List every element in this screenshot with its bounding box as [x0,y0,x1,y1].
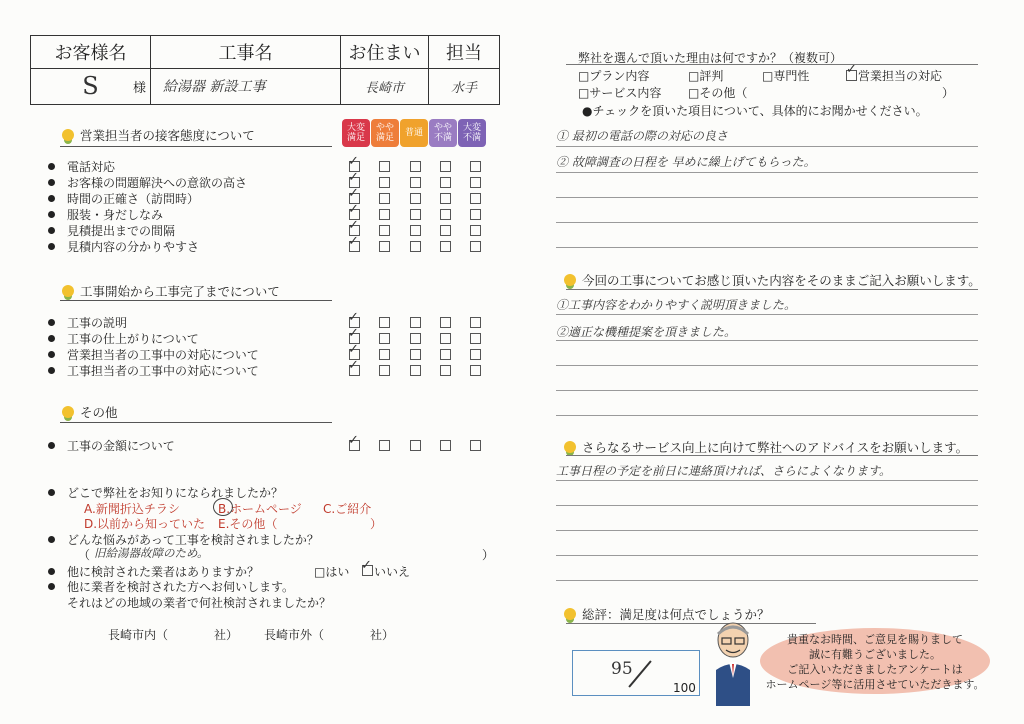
checkbox[interactable] [440,241,451,252]
checkbox[interactable] [410,161,421,172]
customer-value-cell [31,68,151,104]
checkbox[interactable] [440,161,451,172]
worry-answer: 旧給湯器故障のため。 [94,546,209,560]
check-mark-icon: ✓ [348,170,359,185]
list-item: 工事の金額について [48,437,175,454]
option-c: C.ご紹介 [323,502,372,516]
worry-close: ） [482,548,495,562]
bulb-icon [564,608,576,620]
list-item: 工事担当者の工事中の対応について [48,362,259,379]
list-item: 電話対応 [48,158,115,175]
check-mark-icon: ✓ [361,558,372,573]
compare-no: いいえ [374,565,411,579]
reason-opt-sales: 営業担当の対応 [858,69,943,83]
outside-label: 長崎市外（ [264,628,325,642]
answer-line [556,222,978,223]
check-mark-icon: ✓ [348,358,359,373]
checkbox[interactable] [410,440,421,451]
reason-answer-2: ② 故障調査の日程を 早めに繰上げてもらった。 [556,155,816,169]
score-max: 100 [673,681,696,695]
checkbox[interactable] [410,333,421,344]
checkbox[interactable] [410,193,421,204]
bulb-icon [564,274,576,286]
checkbox[interactable] [440,440,451,451]
checkbox[interactable] [410,349,421,360]
list-item: 営業担当者の工事中の対応について [48,346,259,363]
checkbox[interactable] [379,161,390,172]
check-mark-icon: ✓ [348,326,359,341]
inside-unit: 社） [214,628,239,642]
answer-line [556,172,978,173]
option-e: E.その他（ [218,517,278,531]
answer-line [556,247,978,248]
list-item: 工事の仕上がりについて [48,330,199,347]
checkbox[interactable] [379,241,390,252]
check-mark-icon: ✓ [348,234,359,249]
checkbox[interactable] [410,177,421,188]
worry-open: （ [78,548,91,562]
reason-answer-1: ① 最初の電話の際の対応の良さ [556,129,728,143]
rating-very-satisfied: 大変 満足 [342,119,370,147]
list-item: 服装・身だしなみ [48,206,163,223]
answer-line [556,365,978,366]
checkbox[interactable] [470,225,481,236]
check-mark-icon: ✓ [348,202,359,217]
thanks-text: 貴重なお時間、ご意見を賜りまして 誠に有難うございました。 ご記入いただきましたアンケートは ホームページ等に活用させていただきます。 [765,633,985,691]
rating-somewhat-dissatisfied: やや 不満 [429,119,457,147]
reason-opt-service: □サービス内容 [578,86,662,100]
option-b: B.ホームページ [218,502,302,516]
circle-mark-icon [213,498,233,516]
checkbox[interactable] [440,349,451,360]
section-other-title: その他 [62,403,118,421]
mascot-illustration-icon [708,618,758,708]
answer-line [556,314,978,315]
list-item: 時間の正確さ（訪問時） [48,190,199,207]
check-mark-icon: ✓ [348,433,359,448]
bulb-icon [62,406,74,418]
inside-label: 長崎市内（ [108,628,169,642]
answer-line [556,197,978,198]
checkbox[interactable] [440,365,451,376]
checkbox[interactable] [379,365,390,376]
customer-label: お客様名 [31,36,151,68]
rating-neutral: 普通 [400,119,428,147]
answer-line [556,505,978,506]
checkbox[interactable] [470,317,481,328]
checkbox[interactable] [379,440,390,451]
bulb-icon [62,285,74,297]
divider [60,300,332,301]
answer-line [556,390,978,391]
reason-opt-plan: □プラン内容 [578,69,650,83]
compare-yes: □はい [314,565,350,579]
score-value: 95 [611,659,633,679]
check-mark-icon: ✓ [348,186,359,201]
advice-title: さらなるサービス向上に向けて弊社へのアドバイスをお願いします。 [564,438,968,456]
checkbox[interactable] [440,193,451,204]
check-mark-icon: ✓ [348,154,359,169]
question-worry: どんな悩みがあって工事を検討されましたか？ [48,531,319,548]
reason-opt-expertise: □専門性 [762,69,810,83]
list-item: 見積内容の分かりやすさ [48,238,199,255]
check-mark-icon: ✓ [846,62,857,77]
reason-opt-other: □その他（ [688,86,748,100]
answer-line [556,480,978,481]
checkbox[interactable] [440,225,451,236]
work-value: 給湯器 新設工事 [151,68,341,104]
question-others-line2: それはどの地域の業者で何社検討されましたか？ [67,596,332,610]
rating-somewhat-satisfied: やや 満足 [371,119,399,147]
checkbox[interactable] [470,440,481,451]
address-label: お住まい [341,36,429,68]
staff-label: 担当 [446,43,482,64]
reason-opt-reputation: □評判 [688,69,724,83]
answer-line [556,580,978,581]
bulb-icon [62,129,74,141]
rating-very-dissatisfied: 大変 不満 [458,119,486,147]
checkbox[interactable] [410,209,421,220]
checkbox[interactable] [470,193,481,204]
checkbox[interactable] [410,317,421,328]
list-item: 見積提出までの間隔 [48,222,175,239]
staff-value: 水手 [450,80,477,96]
reason-note: ●チェックを頂いた項目について、具体的にお聞かせください。 [582,104,928,118]
bulb-icon [564,441,576,453]
question-where: どこで弊社をお知りになられましたか？ [48,484,283,501]
checkbox[interactable] [440,317,451,328]
customer-value: S [82,72,99,100]
checkbox[interactable] [470,349,481,360]
divider [60,422,332,423]
score-box [572,650,700,696]
checkbox[interactable] [379,193,390,204]
checkbox[interactable] [379,177,390,188]
checkbox[interactable] [440,209,451,220]
customer-suffix: 様 [132,80,146,96]
checkbox[interactable] [470,333,481,344]
reason-question: 弊社を選んで頂いた理由は何ですか？（複数可） [578,51,843,65]
checkbox[interactable] [410,241,421,252]
advice-answer: 工事日程の予定を前日に連絡頂ければ、さらによくなります。 [556,464,892,478]
impression-answer-2: ②適正な機種提案を頂きました。 [556,325,737,339]
answer-line [556,555,978,556]
option-a: A.新聞折込チラシ [84,502,180,516]
impression-answer-1: ①工事内容をわかりやすく説明頂きました。 [556,298,797,312]
list-item: お客様の問題解決への意欲の高さ [48,174,247,191]
checkbox[interactable] [379,349,390,360]
divider [566,455,978,456]
question-others: 他に業者を検討された方へお伺いします。 [48,578,294,595]
address-value: 長崎市 [341,68,429,104]
checkbox[interactable] [470,161,481,172]
divider [60,146,332,147]
divider [566,64,978,65]
answer-line [556,530,978,531]
checkbox[interactable] [379,225,390,236]
section-sales-title: 営業担当者の接客態度について [62,126,255,144]
section-work-title: 工事開始から工事完了までについて [62,282,280,300]
question-compare: 他に検討された業者はありますか？ [48,563,259,580]
answer-line [556,146,978,147]
checkbox[interactable] [470,365,481,376]
score-title: 総評：満足度は何点でしょうか？ [564,605,770,623]
checkbox[interactable] [440,177,451,188]
divider [566,623,816,624]
checkbox[interactable] [410,225,421,236]
checkbox[interactable] [410,365,421,376]
list-item: 工事の説明 [48,314,127,331]
check-mark-icon: ✓ [348,342,359,357]
check-mark-icon: ✓ [348,310,359,325]
outside-unit: 社） [370,628,395,642]
option-e-close: ） [370,517,383,531]
checkbox[interactable] [379,209,390,220]
answer-line [556,415,978,416]
header-table [30,35,500,105]
checkbox[interactable] [379,317,390,328]
checkbox[interactable] [379,333,390,344]
work-label: 工事名 [151,36,341,68]
option-d: D.以前から知っていた [84,517,206,531]
impression-title: 今回の工事についてお感じ頂いた内容をそのままご記入お願いします。 [564,271,981,289]
answer-line [556,340,978,341]
checkbox[interactable] [440,333,451,344]
checkbox[interactable] [470,177,481,188]
divider [566,289,978,290]
check-mark-icon: ✓ [348,218,359,233]
checkbox[interactable] [470,241,481,252]
checkbox[interactable] [470,209,481,220]
reason-opt-other-close: ） [942,86,955,100]
